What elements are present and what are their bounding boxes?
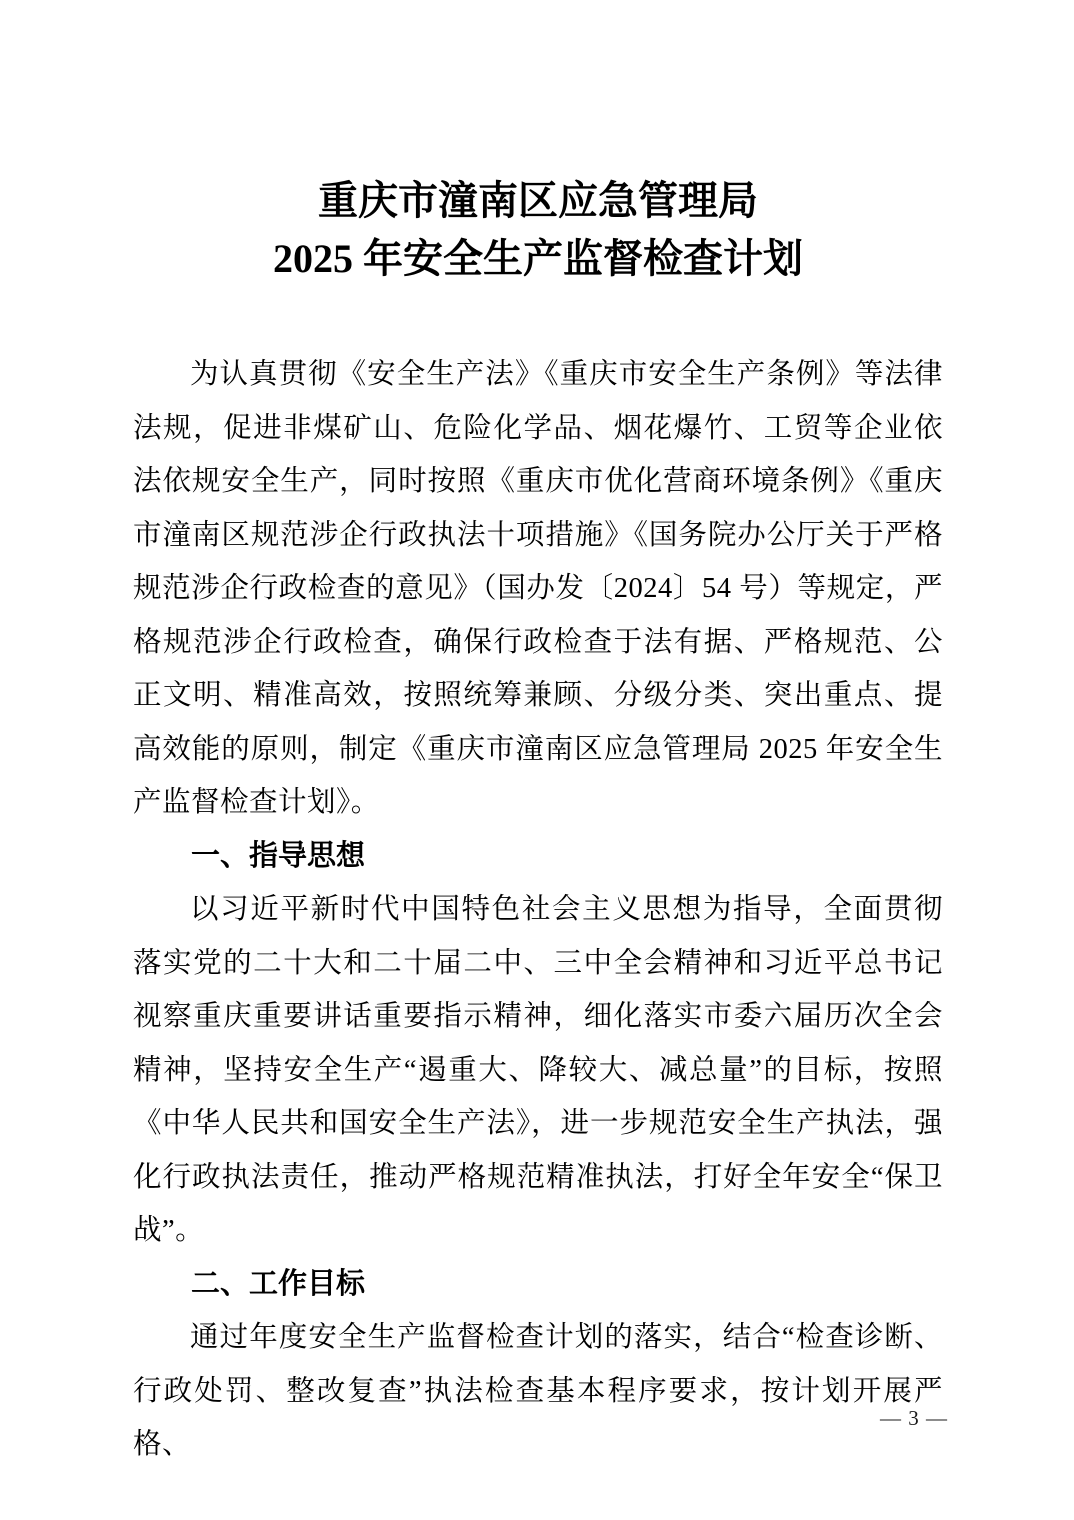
document-content (133, 172, 943, 1472)
paragraph-intro: 为认真贯彻《安全生产法》《重庆市安全生产条例》等法律法规，促进非煤矿山、危险化学品、烟花爆竹、工贸等企业依法依规安全生产，同时按照《重庆市优化营商环境条例》《重庆市潼南区规范涉企行政执法十项措施》《国务院办公厅关于严格规范涉企行政检查的意见》（国办发〔2024〕54 号）等规定，严格规范涉企行政检查，确保行政检查于法有据、严格规范、公正文明、精准高效，按照统筹兼顾、分级分类、突出重点、提高效能的原则，制定《重庆市潼南区应急管理局 2025 年安全生产监督检查计划》。 (133, 359, 943, 818)
section-heading-1-guiding-ideology: 一、指导思想 (191, 839, 366, 872)
document-title-line-2: 2025 年安全生产监督检查计划 (273, 236, 803, 281)
document-title-line-1: 重庆市潼南区应急管理局 (318, 178, 758, 223)
paragraph-guiding-ideology: 以习近平新时代中国特色社会主义思想为指导，全面贯彻落实党的二十大和二十届二中、三中全会精神和习近平总书记视察重庆重要讲话重要指示精神，细化落实市委六届历次全会精神，坚持安全生产“遏重大、降较大、减总量”的目标，按照《中华人民共和国安全生产法》，进一步规范安全生产执法，强化行政执法责任，推动严格规范精准执法，打好全年安全“保卫战”。 (133, 894, 943, 1246)
paragraph-work-goals: 通过年度安全生产监督检查计划的落实，结合“检查诊断、行政处罚、整改复查”执法检查基本程序要求，按计划开展严格、 (133, 1322, 943, 1460)
section-heading-2-work-goals: 二、工作目标 (191, 1267, 366, 1300)
page-number: — 3 — (880, 1406, 948, 1430)
document-title (133, 172, 943, 288)
